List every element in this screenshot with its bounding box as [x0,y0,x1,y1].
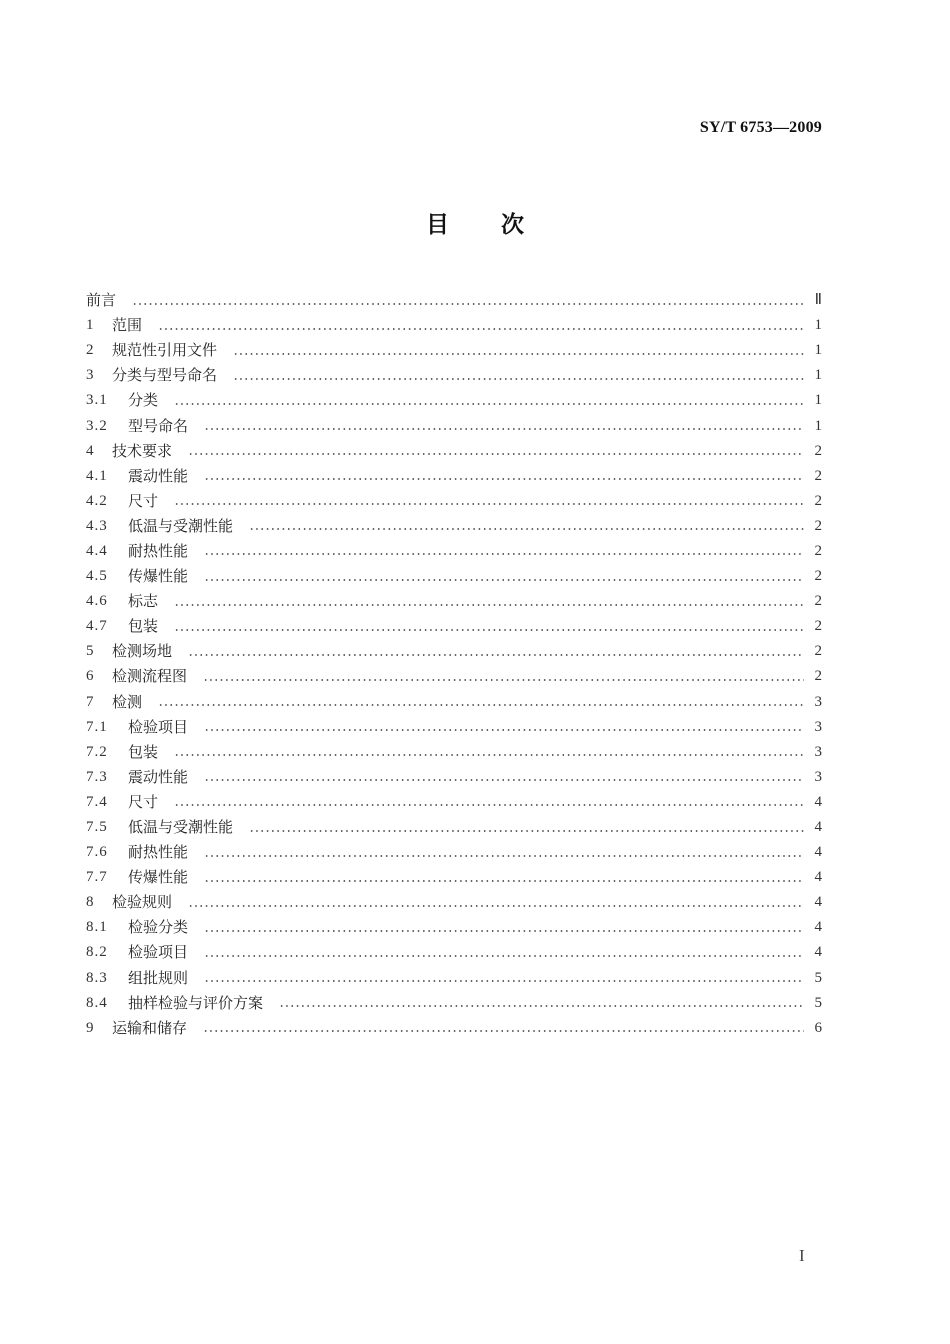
toc-entry-number: 4.6 [86,593,108,610]
toc-leader-dots [174,403,804,405]
toc-entry[interactable] [86,715,822,740]
toc-entry-label: 传爆性能 [128,868,189,887]
toc-entry-label: 前言 [86,291,117,310]
toc-entry[interactable] [86,966,822,991]
toc-entry-label: 分类与型号命名 [112,366,218,385]
toc-entry-label: 检测流程图 [112,667,188,686]
toc-entry-page: Ⅱ [814,292,822,309]
toc-entry-label: 尺寸 [128,792,159,811]
toc-entry[interactable] [86,413,822,438]
toc-entry-label: 检测场地 [112,642,173,661]
toc-leader-dots [174,629,804,631]
toc-leader-dots [204,880,804,882]
toc-leader-dots [233,353,804,355]
toc-title-char-2: 次 [501,212,524,238]
toc-entry-page: 3 [814,718,822,735]
toc-entry-number: 8.2 [86,944,108,961]
toc-entry[interactable] [86,1016,822,1041]
toc-entry-label: 耐热性能 [128,541,189,560]
toc-leader-dots [204,729,804,731]
toc-entry[interactable] [86,464,822,489]
toc-leader-dots [279,1005,804,1007]
toc-entry-number: 4.2 [86,492,108,509]
toc-entry-number: 7.3 [86,768,108,785]
toc-entry-number: 7.6 [86,844,108,861]
toc-entry-page: 6 [814,1019,822,1036]
toc-leader-dots [204,553,804,555]
toc-leader-dots [204,980,804,982]
toc-entry-label: 震动性能 [128,767,189,786]
toc-title-char-1: 目 [426,212,449,238]
toc-entry-label: 检测 [112,692,143,711]
toc-entry-label: 包装 [128,617,159,636]
toc-entry-page: 2 [814,492,822,509]
toc-entry-page: 2 [814,618,822,635]
toc-leader-dots [204,779,804,781]
toc-entry-page: 5 [814,994,822,1011]
toc-entry-page: 2 [814,643,822,660]
toc-entry-page: 4 [814,793,822,810]
toc-entry-page: 2 [814,442,822,459]
toc-leader-dots [158,328,804,330]
toc-entry[interactable] [86,539,822,564]
toc-entry[interactable] [86,439,822,464]
toc-entry[interactable] [86,614,822,639]
toc-entry[interactable] [86,940,822,965]
toc-entry-page: 1 [814,367,822,384]
toc-entry[interactable] [86,991,822,1016]
toc-entry-label: 传爆性能 [128,567,189,586]
toc-title [0,206,950,239]
toc-entry-number: 8.1 [86,919,108,936]
toc-entry-label: 范围 [112,316,143,335]
toc-entry-label: 型号命名 [128,416,189,435]
toc-leader-dots [203,679,804,681]
toc-entry-page: 2 [814,568,822,585]
toc-entry-number: 5 [86,643,95,660]
toc-entry-number: 7.4 [86,793,108,810]
toc-entry[interactable] [86,890,822,915]
toc-entry[interactable] [86,790,822,815]
toc-entry-page: 1 [814,417,822,434]
toc-entry-number: 3.2 [86,417,108,434]
toc-leader-dots [204,428,804,430]
toc-entry-page: 3 [814,693,822,710]
toc-entry-label: 尺寸 [128,491,159,510]
toc-entry[interactable] [86,815,822,840]
toc-entry-label: 技术要求 [112,441,173,460]
toc-leader-dots [158,704,804,706]
toc-entry-number: 3 [86,367,95,384]
toc-entry-label: 检验规则 [112,893,173,912]
toc-entry[interactable] [86,388,822,413]
toc-leader-dots [174,804,804,806]
toc-entry-label: 低温与受潮性能 [128,516,234,535]
toc-entry-label: 检验项目 [128,717,189,736]
toc-leader-dots [174,503,804,505]
toc-entry-page: 4 [814,819,822,836]
toc-entry-page: 4 [814,869,822,886]
toc-entry-page: 1 [814,342,822,359]
toc-entry-number: 4.1 [86,467,108,484]
toc-leader-dots [249,830,804,832]
toc-entry-number: 1 [86,317,95,334]
toc-entry[interactable] [86,740,822,765]
toc-entry-page: 4 [814,844,822,861]
toc-entry-number: 9 [86,1019,95,1036]
toc-entry-number: 8.4 [86,994,108,1011]
toc-entry-page: 2 [814,467,822,484]
toc-leader-dots [233,378,804,380]
toc-entry-label: 运输和储存 [112,1018,188,1037]
toc-entry-number: 7.2 [86,743,108,760]
toc-entry-number: 7.7 [86,869,108,886]
toc-leader-dots [174,754,804,756]
toc-entry[interactable] [86,865,822,890]
toc-entry-label: 包装 [128,742,159,761]
toc-entry-number: 2 [86,342,95,359]
toc-entry-label: 规范性引用文件 [112,341,218,360]
toc-entry-number: 8 [86,894,95,911]
toc-entry-label: 检验项目 [128,943,189,962]
toc-entry[interactable] [86,664,822,689]
toc-entry[interactable] [86,639,822,664]
toc-leader-dots [204,955,804,957]
toc-entry[interactable] [86,915,822,940]
toc-entry-label: 标志 [128,592,159,611]
toc-leader-dots [204,930,804,932]
toc-entry-label: 检验分类 [128,918,189,937]
toc-leader-dots [204,855,804,857]
toc-entry-page: 1 [814,392,822,409]
toc-entry-page: 2 [814,542,822,559]
toc-entry[interactable] [86,765,822,790]
toc-entry-label: 分类 [128,391,159,410]
toc-leader-dots [174,604,804,606]
toc-entry-number: 4 [86,442,95,459]
toc-entry[interactable] [86,363,822,388]
toc-entry-page: 3 [814,768,822,785]
toc-entry-number: 7 [86,693,95,710]
toc-entry[interactable] [86,690,822,715]
toc-entry-number: 4.4 [86,542,108,559]
toc-entry[interactable] [86,564,822,589]
toc-entry-page: 1 [814,317,822,334]
toc-entry-page: 4 [814,944,822,961]
toc-entry-page: 5 [814,969,822,986]
toc-entry[interactable] [86,489,822,514]
toc-leader-dots [188,905,804,907]
toc-leader-dots [188,453,804,455]
toc-leader-dots [188,654,804,656]
toc-entry-page: 2 [814,668,822,685]
toc-entry[interactable] [86,288,822,313]
toc-entry[interactable] [86,589,822,614]
toc-entry-label: 组批规则 [128,968,189,987]
toc-entry-page: 2 [814,593,822,610]
toc-list [86,288,822,1041]
toc-entry[interactable] [86,514,822,539]
toc-leader-dots [204,478,804,480]
toc-entry-label: 震动性能 [128,466,189,485]
toc-entry-page: 3 [814,743,822,760]
toc-entry-page: 2 [814,517,822,534]
toc-entry-number: 4.5 [86,568,108,585]
toc-entry-number: 7.5 [86,819,108,836]
toc-leader-dots [204,579,804,581]
toc-leader-dots [249,528,804,530]
toc-leader-dots [132,303,804,305]
toc-entry-label: 低温与受潮性能 [128,818,234,837]
toc-leader-dots [203,1030,804,1032]
toc-entry-page: 4 [814,894,822,911]
toc-entry-number: 3.1 [86,392,108,409]
standard-code: SY/T 6753—2009 [699,119,822,136]
toc-entry[interactable] [86,313,822,338]
page-number: I [799,1246,805,1265]
toc-entry-number: 6 [86,668,95,685]
toc-entry-label: 抽样检验与评价方案 [128,993,264,1012]
toc-entry-number: 4.3 [86,517,108,534]
toc-entry-number: 8.3 [86,969,108,986]
toc-entry-number: 7.1 [86,718,108,735]
toc-entry-label: 耐热性能 [128,843,189,862]
toc-entry-number: 4.7 [86,618,108,635]
toc-entry[interactable] [86,840,822,865]
toc-entry[interactable] [86,338,822,363]
toc-entry-page: 4 [814,919,822,936]
